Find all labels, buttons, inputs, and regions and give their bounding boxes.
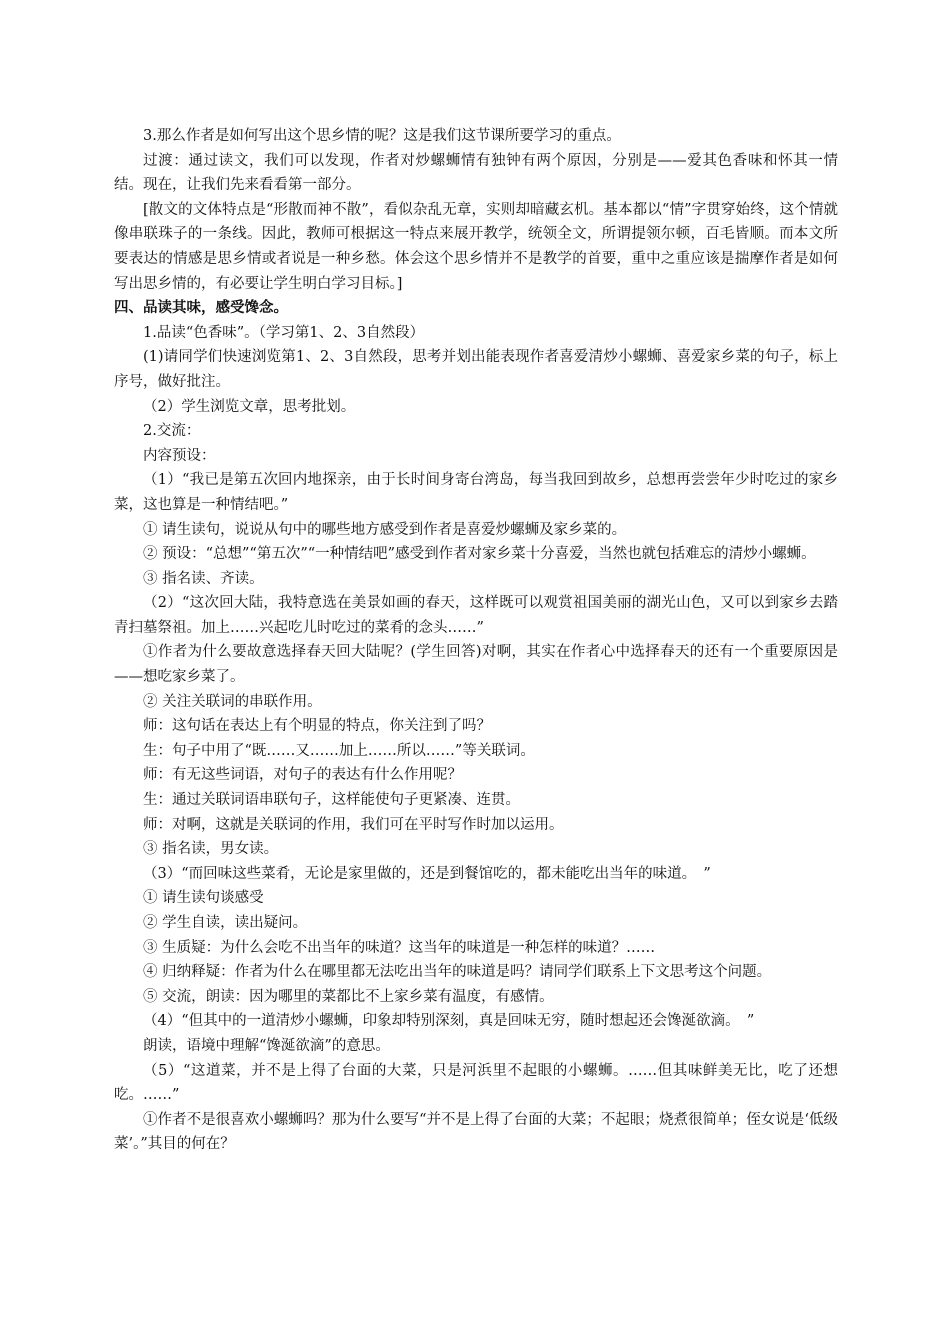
paragraph: 3.那么作者是如何写出这个思乡情的呢？这是我们这节课所要学习的重点。	[143, 128, 621, 144]
paragraph: 1.品读“色香味”。（学习第1、2、3自然段）	[143, 324, 425, 341]
paragraph: 生：通过关联词语串联句子，这样能使句子更紧凑、连贯。	[143, 792, 520, 809]
paragraph: (1)请同学们快速浏览第1、2、3自然段，思考并划出能表现作者喜爱清炒小螺蛳、喜爱家乡菜的句子，标上序号，做好批注。	[114, 349, 838, 390]
paragraph: ③ 生质疑：为什么会吃不出当年的味道？这当年的味道是一种怎样的味道？……	[143, 939, 656, 956]
section-heading: 四、品读其味，感受馋念。	[114, 300, 288, 317]
paragraph: （2）“这次回大陆，我特意选在美景如画的春天，这样既可以观赏祖国美丽的湖光山色，又可以到家乡去踏青扫墓祭祖。加上……兴起吃儿时吃过的菜肴的念头……”	[114, 595, 838, 636]
paragraph: ① 请生读句谈感受	[143, 890, 264, 907]
paragraph: （5）“这道菜，并不是上得了台面的大菜，只是河浜里不起眼的小螺蛳。……但其味鲜美无比，吃了还想吃。……”	[114, 1062, 838, 1104]
paragraph: 师：对啊，这就是关联词的作用，我们可在平时写作时加以运用。	[143, 816, 564, 833]
paragraph: （3）“而回味这些菜肴，无论是家里做的，还是到餐馆吃的，都未能吃出当年的味道。 ”	[143, 865, 711, 882]
paragraph: ⑤ 交流，朗读：因为哪里的菜都比不上家乡菜有温度，有感情。	[143, 988, 554, 1005]
paragraph: [散文的文体特点是“形散而神不散”，看似杂乱无章，实则却暗藏玄机。基本都以“情”字贯穿始终，这个情就像串联珠子的一条线。因此，教师可根据这一特点来展开教学，统领全文，所谓提领尔顿，百毛皆顺。而本文所要表达的情感是思乡情或者说是一种乡愁。体会这个思乡情并不是教学的首要，重中之重应该是揣摩作者是如何写出思乡情的，有必要让学生明白学习目标。]	[114, 201, 838, 292]
paragraph: ② 预设：“总想”“第五次”“一种情结吧”感受到作者对家乡菜十分喜爱，当然也就包括难忘的清炒小螺蛳。	[143, 546, 816, 563]
paragraph: ①作者为什么要故意选择春天回大陆呢？(学生回答)对啊，其实在作者心中选择春天的还有一个重要原因是——想吃家乡菜了。	[114, 644, 838, 686]
paragraph: 师：这句话在表达上有个明显的特点，你关注到了吗？	[143, 718, 491, 735]
paragraph: ① 请生读句，说说从句中的哪些地方感受到作者是喜爱炒螺蛳及家乡菜的。	[143, 521, 627, 538]
paragraph: ④ 归纳释疑：作者为什么在哪里都无法吃出当年的味道是吗？请同学们联系上下文思考这个问题。	[143, 964, 772, 981]
paragraph: 2.交流：	[143, 423, 201, 440]
paragraph: 朗读，语境中理解“馋涎欲滴”的意思。	[143, 1037, 390, 1054]
paragraph: ② 学生自读，读出疑问。	[143, 915, 308, 931]
paragraph: ①作者不是很喜欢小螺蛳吗？那为什么要写“并不是上得了台面的大菜；不起眼；烧煮很简单；侄女说是‘低级菜’。”其目的何在？	[114, 1111, 838, 1153]
paragraph: ③ 指名读、齐读。	[143, 570, 264, 587]
paragraph: （1）“我已是第五次回内地探亲，由于长时间身寄台湾岛，每当我回到故乡，总想再尝尝年少时吃过的家乡菜，这也算是一种情结吧。”	[114, 472, 838, 513]
paragraph: 内容预设：	[143, 447, 216, 464]
paragraph: （2）学生浏览文章，思考批划。	[143, 398, 356, 415]
document-page	[114, 124, 838, 1157]
paragraph: （4）“但其中的一道清炒小螺蛳，印象却特别深刻，真是回味无穷，随时想起还会馋涎欲滴。 ”	[143, 1013, 755, 1030]
paragraph: ② 关注关联词的串联作用。	[143, 693, 322, 710]
paragraph: ③ 指名读，男女读。	[143, 841, 279, 858]
paragraph: 过渡：通过读文，我们可以发现，作者对炒螺蛳情有独钟有两个原因，分别是——爱其色香味和怀其一情结。现在，让我们先来看看第一部分。	[114, 152, 838, 194]
paragraph: 师：有无这些词语，对句子的表达有什么作用呢？	[143, 767, 462, 784]
paragraph: 生：句子中用了“既……又……加上……所以……”等关联词。	[143, 742, 535, 759]
